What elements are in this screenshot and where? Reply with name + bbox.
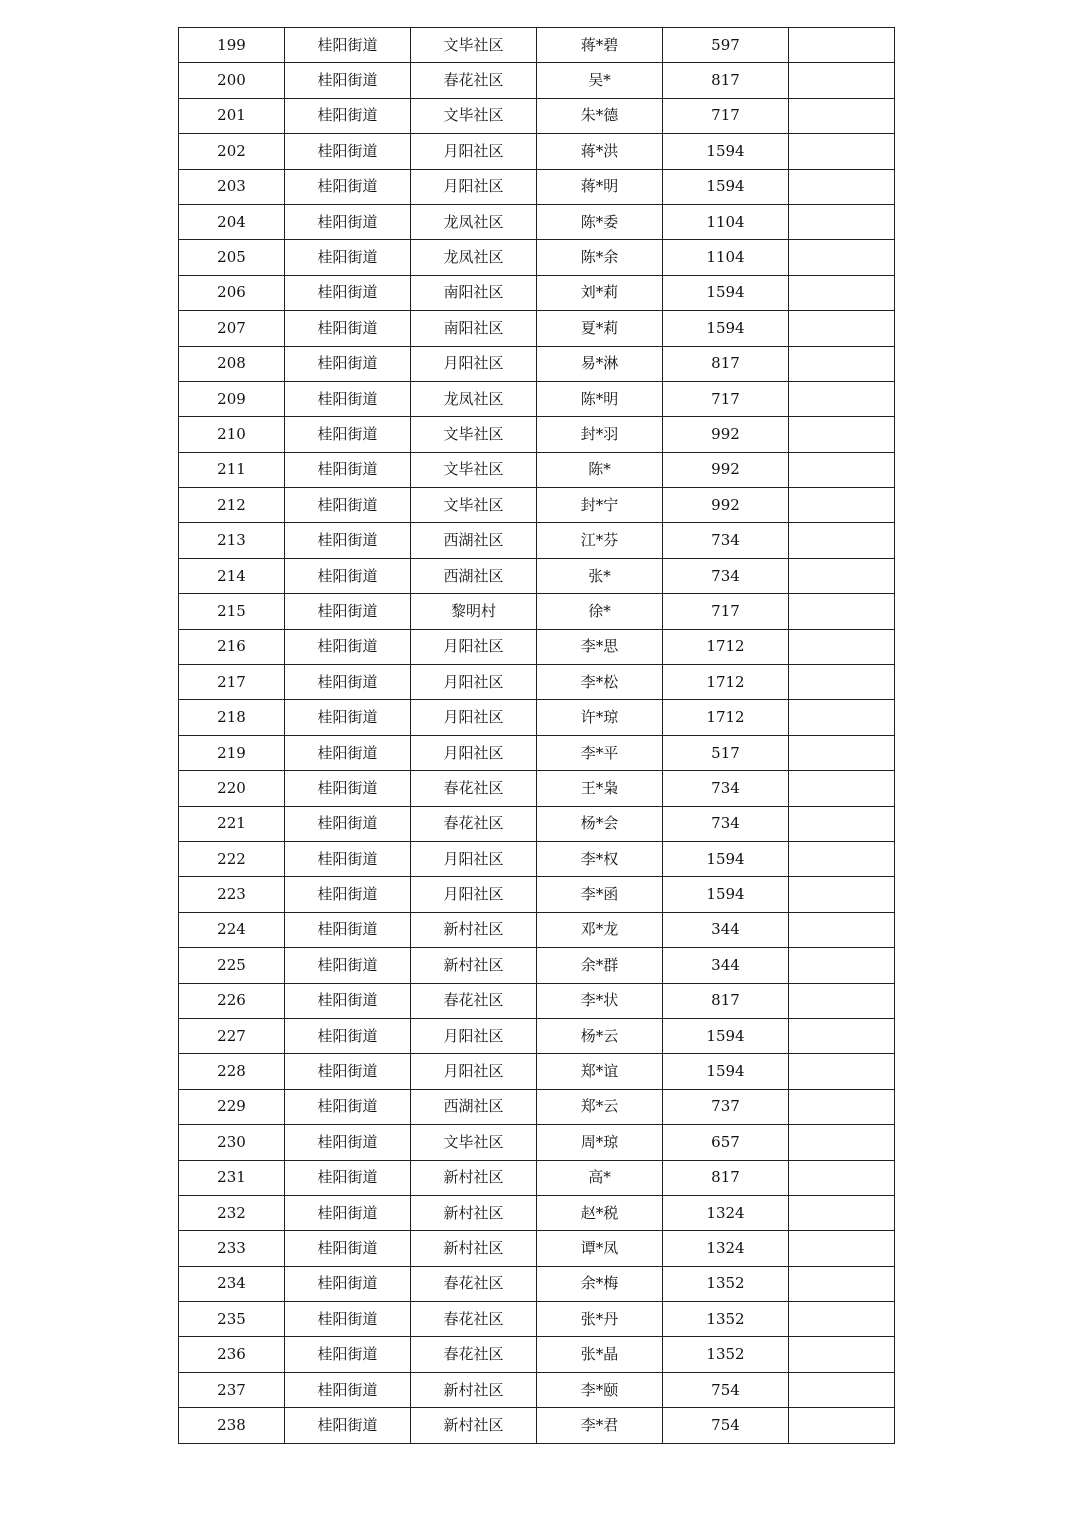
cell-remark: [789, 488, 895, 523]
table-row: [179, 806, 895, 841]
cell-amount: 597: [663, 28, 789, 63]
cell-street: 桂阳街道: [285, 594, 411, 629]
table-row: [179, 912, 895, 947]
cell-number: 207: [179, 311, 285, 346]
cell-community: 月阳社区: [411, 665, 537, 700]
cell-name: 陈*明: [537, 381, 663, 416]
cell-remark: [789, 28, 895, 63]
cell-name: 杨*会: [537, 806, 663, 841]
cell-community: 月阳社区: [411, 134, 537, 169]
cell-name: 许*琼: [537, 700, 663, 735]
cell-number: 235: [179, 1302, 285, 1337]
cell-remark: [789, 948, 895, 983]
cell-street: 桂阳街道: [285, 912, 411, 947]
cell-number: 208: [179, 346, 285, 381]
table-row: [179, 28, 895, 63]
cell-remark: [789, 1089, 895, 1124]
cell-amount: 717: [663, 594, 789, 629]
cell-street: 桂阳街道: [285, 983, 411, 1018]
cell-community: 月阳社区: [411, 700, 537, 735]
cell-street: 桂阳街道: [285, 771, 411, 806]
cell-street: 桂阳街道: [285, 948, 411, 983]
cell-street: 桂阳街道: [285, 417, 411, 452]
cell-name: 余*群: [537, 948, 663, 983]
cell-street: 桂阳街道: [285, 63, 411, 98]
cell-street: 桂阳街道: [285, 841, 411, 876]
cell-remark: [789, 558, 895, 593]
cell-amount: 1594: [663, 877, 789, 912]
cell-community: 南阳社区: [411, 311, 537, 346]
cell-remark: [789, 665, 895, 700]
cell-number: 237: [179, 1372, 285, 1407]
cell-amount: 1104: [663, 240, 789, 275]
cell-amount: 737: [663, 1089, 789, 1124]
table-row: [179, 841, 895, 876]
cell-remark: [789, 523, 895, 558]
cell-number: 217: [179, 665, 285, 700]
cell-amount: 992: [663, 488, 789, 523]
cell-street: 桂阳街道: [285, 1054, 411, 1089]
cell-name: 张*晶: [537, 1337, 663, 1372]
cell-name: 易*淋: [537, 346, 663, 381]
cell-name: 蒋*碧: [537, 28, 663, 63]
cell-remark: [789, 98, 895, 133]
cell-street: 桂阳街道: [285, 240, 411, 275]
cell-amount: 754: [663, 1408, 789, 1443]
cell-number: 209: [179, 381, 285, 416]
table-row: [179, 665, 895, 700]
table-row: [179, 275, 895, 310]
cell-number: 227: [179, 1018, 285, 1053]
cell-number: 228: [179, 1054, 285, 1089]
cell-name: 陈*余: [537, 240, 663, 275]
cell-remark: [789, 240, 895, 275]
cell-amount: 1712: [663, 665, 789, 700]
cell-number: 214: [179, 558, 285, 593]
table-row: [179, 523, 895, 558]
cell-community: 新村社区: [411, 1195, 537, 1230]
cell-name: 吴*: [537, 63, 663, 98]
cell-community: 月阳社区: [411, 1018, 537, 1053]
cell-amount: 717: [663, 381, 789, 416]
table-row: [179, 204, 895, 239]
cell-name: 李*颐: [537, 1372, 663, 1407]
cell-remark: [789, 594, 895, 629]
table-row: [179, 1337, 895, 1372]
cell-name: 蒋*明: [537, 169, 663, 204]
cell-remark: [789, 63, 895, 98]
cell-number: 218: [179, 700, 285, 735]
cell-number: 206: [179, 275, 285, 310]
table-row: [179, 629, 895, 664]
cell-name: 李*松: [537, 665, 663, 700]
cell-name: 陈*委: [537, 204, 663, 239]
cell-street: 桂阳街道: [285, 204, 411, 239]
cell-amount: 1324: [663, 1231, 789, 1266]
cell-amount: 517: [663, 735, 789, 770]
cell-name: 高*: [537, 1160, 663, 1195]
cell-community: 月阳社区: [411, 735, 537, 770]
cell-street: 桂阳街道: [285, 700, 411, 735]
cell-remark: [789, 771, 895, 806]
cell-community: 龙凤社区: [411, 204, 537, 239]
cell-community: 文毕社区: [411, 488, 537, 523]
cell-amount: 344: [663, 912, 789, 947]
cell-street: 桂阳街道: [285, 1231, 411, 1266]
cell-street: 桂阳街道: [285, 1018, 411, 1053]
cell-remark: [789, 1337, 895, 1372]
cell-amount: 657: [663, 1125, 789, 1160]
cell-community: 文毕社区: [411, 1125, 537, 1160]
cell-number: 225: [179, 948, 285, 983]
cell-remark: [789, 841, 895, 876]
cell-street: 桂阳街道: [285, 877, 411, 912]
cell-number: 220: [179, 771, 285, 806]
cell-name: 陈*: [537, 452, 663, 487]
cell-amount: 1594: [663, 311, 789, 346]
table-row: [179, 1160, 895, 1195]
cell-remark: [789, 1054, 895, 1089]
cell-street: 桂阳街道: [285, 1408, 411, 1443]
cell-remark: [789, 806, 895, 841]
cell-community: 月阳社区: [411, 1054, 537, 1089]
cell-street: 桂阳街道: [285, 169, 411, 204]
cell-amount: 992: [663, 452, 789, 487]
cell-community: 文毕社区: [411, 98, 537, 133]
cell-street: 桂阳街道: [285, 523, 411, 558]
cell-amount: 1594: [663, 134, 789, 169]
cell-number: 202: [179, 134, 285, 169]
cell-name: 李*权: [537, 841, 663, 876]
cell-number: 210: [179, 417, 285, 452]
cell-street: 桂阳街道: [285, 1089, 411, 1124]
cell-remark: [789, 381, 895, 416]
cell-number: 233: [179, 1231, 285, 1266]
cell-remark: [789, 1408, 895, 1443]
table-row: [179, 452, 895, 487]
cell-remark: [789, 204, 895, 239]
cell-number: 224: [179, 912, 285, 947]
cell-amount: 344: [663, 948, 789, 983]
cell-remark: [789, 1195, 895, 1230]
table-row: [179, 1231, 895, 1266]
cell-remark: [789, 452, 895, 487]
cell-number: 212: [179, 488, 285, 523]
table-row: [179, 948, 895, 983]
cell-name: 余*梅: [537, 1266, 663, 1301]
cell-remark: [789, 1266, 895, 1301]
cell-street: 桂阳街道: [285, 488, 411, 523]
cell-community: 龙凤社区: [411, 381, 537, 416]
cell-amount: 992: [663, 417, 789, 452]
cell-number: 230: [179, 1125, 285, 1160]
cell-community: 龙凤社区: [411, 240, 537, 275]
cell-name: 李*思: [537, 629, 663, 664]
cell-community: 春花社区: [411, 1266, 537, 1301]
cell-amount: 817: [663, 63, 789, 98]
cell-amount: 717: [663, 98, 789, 133]
cell-amount: 734: [663, 523, 789, 558]
cell-remark: [789, 1125, 895, 1160]
cell-amount: 1352: [663, 1337, 789, 1372]
cell-number: 216: [179, 629, 285, 664]
cell-street: 桂阳街道: [285, 1160, 411, 1195]
table-row: [179, 771, 895, 806]
cell-number: 219: [179, 735, 285, 770]
cell-remark: [789, 983, 895, 1018]
cell-name: 张*: [537, 558, 663, 593]
cell-remark: [789, 275, 895, 310]
cell-number: 221: [179, 806, 285, 841]
cell-community: 新村社区: [411, 1231, 537, 1266]
cell-street: 桂阳街道: [285, 1302, 411, 1337]
cell-street: 桂阳街道: [285, 28, 411, 63]
cell-amount: 1594: [663, 1054, 789, 1089]
cell-remark: [789, 1372, 895, 1407]
cell-remark: [789, 735, 895, 770]
table-row: [179, 594, 895, 629]
cell-community: 文毕社区: [411, 452, 537, 487]
cell-name: 谭*凤: [537, 1231, 663, 1266]
cell-street: 桂阳街道: [285, 346, 411, 381]
cell-number: 229: [179, 1089, 285, 1124]
cell-name: 李*平: [537, 735, 663, 770]
cell-street: 桂阳街道: [285, 558, 411, 593]
cell-community: 南阳社区: [411, 275, 537, 310]
cell-community: 文毕社区: [411, 28, 537, 63]
cell-name: 徐*: [537, 594, 663, 629]
cell-name: 江*芬: [537, 523, 663, 558]
cell-remark: [789, 169, 895, 204]
cell-name: 王*枭: [537, 771, 663, 806]
cell-amount: 1352: [663, 1266, 789, 1301]
cell-amount: 734: [663, 771, 789, 806]
cell-community: 春花社区: [411, 1302, 537, 1337]
table-row: [179, 700, 895, 735]
cell-amount: 1712: [663, 629, 789, 664]
cell-remark: [789, 417, 895, 452]
cell-name: 张*丹: [537, 1302, 663, 1337]
cell-number: 205: [179, 240, 285, 275]
table-row: [179, 1054, 895, 1089]
cell-remark: [789, 346, 895, 381]
cell-name: 邓*龙: [537, 912, 663, 947]
cell-amount: 817: [663, 983, 789, 1018]
table-row: [179, 1372, 895, 1407]
cell-street: 桂阳街道: [285, 735, 411, 770]
cell-remark: [789, 1302, 895, 1337]
cell-amount: 817: [663, 346, 789, 381]
cell-remark: [789, 1160, 895, 1195]
cell-community: 西湖社区: [411, 523, 537, 558]
cell-street: 桂阳街道: [285, 134, 411, 169]
cell-community: 春花社区: [411, 63, 537, 98]
cell-street: 桂阳街道: [285, 1337, 411, 1372]
cell-amount: 817: [663, 1160, 789, 1195]
cell-remark: [789, 1018, 895, 1053]
table-row: [179, 240, 895, 275]
cell-community: 文毕社区: [411, 417, 537, 452]
cell-amount: 1594: [663, 841, 789, 876]
table-row: [179, 1125, 895, 1160]
cell-number: 200: [179, 63, 285, 98]
table-row: [179, 877, 895, 912]
table-row: [179, 558, 895, 593]
cell-community: 西湖社区: [411, 558, 537, 593]
table-row: [179, 1302, 895, 1337]
cell-number: 236: [179, 1337, 285, 1372]
cell-remark: [789, 912, 895, 947]
cell-remark: [789, 1231, 895, 1266]
cell-name: 李*状: [537, 983, 663, 1018]
table-row: [179, 417, 895, 452]
cell-amount: 1352: [663, 1302, 789, 1337]
table-row: [179, 134, 895, 169]
cell-number: 199: [179, 28, 285, 63]
cell-amount: 754: [663, 1372, 789, 1407]
cell-community: 春花社区: [411, 1337, 537, 1372]
cell-name: 刘*莉: [537, 275, 663, 310]
table-body: [179, 28, 895, 1444]
table-row: [179, 1018, 895, 1053]
cell-community: 月阳社区: [411, 346, 537, 381]
cell-name: 蒋*洪: [537, 134, 663, 169]
cell-amount: 1594: [663, 1018, 789, 1053]
cell-number: 232: [179, 1195, 285, 1230]
cell-street: 桂阳街道: [285, 452, 411, 487]
cell-remark: [789, 877, 895, 912]
cell-number: 201: [179, 98, 285, 133]
table-row: [179, 311, 895, 346]
cell-number: 238: [179, 1408, 285, 1443]
cell-name: 封*羽: [537, 417, 663, 452]
table-row: [179, 1089, 895, 1124]
table-row: [179, 1408, 895, 1443]
cell-amount: 734: [663, 558, 789, 593]
cell-street: 桂阳街道: [285, 311, 411, 346]
cell-name: 李*函: [537, 877, 663, 912]
cell-community: 春花社区: [411, 806, 537, 841]
cell-street: 桂阳街道: [285, 1372, 411, 1407]
cell-name: 封*宁: [537, 488, 663, 523]
cell-community: 黎明村: [411, 594, 537, 629]
cell-name: 郑*云: [537, 1089, 663, 1124]
cell-number: 231: [179, 1160, 285, 1195]
table-row: [179, 346, 895, 381]
cell-amount: 1594: [663, 275, 789, 310]
cell-number: 204: [179, 204, 285, 239]
cell-street: 桂阳街道: [285, 629, 411, 664]
cell-name: 朱*德: [537, 98, 663, 133]
cell-remark: [789, 134, 895, 169]
cell-amount: 1324: [663, 1195, 789, 1230]
cell-number: 223: [179, 877, 285, 912]
cell-name: 赵*税: [537, 1195, 663, 1230]
cell-amount: 1712: [663, 700, 789, 735]
cell-community: 新村社区: [411, 1372, 537, 1407]
cell-remark: [789, 629, 895, 664]
cell-number: 222: [179, 841, 285, 876]
cell-amount: 1594: [663, 169, 789, 204]
table-row: [179, 63, 895, 98]
cell-street: 桂阳街道: [285, 1266, 411, 1301]
cell-number: 234: [179, 1266, 285, 1301]
cell-street: 桂阳街道: [285, 98, 411, 133]
cell-name: 夏*莉: [537, 311, 663, 346]
table-row: [179, 98, 895, 133]
cell-community: 新村社区: [411, 912, 537, 947]
cell-community: 西湖社区: [411, 1089, 537, 1124]
cell-name: 李*君: [537, 1408, 663, 1443]
cell-community: 月阳社区: [411, 841, 537, 876]
cell-amount: 734: [663, 806, 789, 841]
cell-street: 桂阳街道: [285, 806, 411, 841]
cell-name: 杨*云: [537, 1018, 663, 1053]
cell-remark: [789, 700, 895, 735]
cell-community: 月阳社区: [411, 629, 537, 664]
cell-number: 203: [179, 169, 285, 204]
table-row: [179, 1195, 895, 1230]
table-row: [179, 735, 895, 770]
cell-community: 新村社区: [411, 1408, 537, 1443]
table-row: [179, 381, 895, 416]
cell-community: 春花社区: [411, 771, 537, 806]
cell-community: 春花社区: [411, 983, 537, 1018]
cell-number: 226: [179, 983, 285, 1018]
data-table: [178, 27, 895, 1444]
cell-number: 215: [179, 594, 285, 629]
cell-remark: [789, 311, 895, 346]
cell-community: 新村社区: [411, 1160, 537, 1195]
table-row: [179, 169, 895, 204]
table-row: [179, 983, 895, 1018]
table-row: [179, 488, 895, 523]
table-row: [179, 1266, 895, 1301]
cell-street: 桂阳街道: [285, 381, 411, 416]
cell-name: 郑*谊: [537, 1054, 663, 1089]
cell-amount: 1104: [663, 204, 789, 239]
cell-street: 桂阳街道: [285, 1195, 411, 1230]
cell-street: 桂阳街道: [285, 275, 411, 310]
cell-street: 桂阳街道: [285, 665, 411, 700]
cell-community: 月阳社区: [411, 169, 537, 204]
cell-name: 周*琼: [537, 1125, 663, 1160]
cell-community: 月阳社区: [411, 877, 537, 912]
cell-number: 213: [179, 523, 285, 558]
cell-number: 211: [179, 452, 285, 487]
cell-community: 新村社区: [411, 948, 537, 983]
cell-street: 桂阳街道: [285, 1125, 411, 1160]
